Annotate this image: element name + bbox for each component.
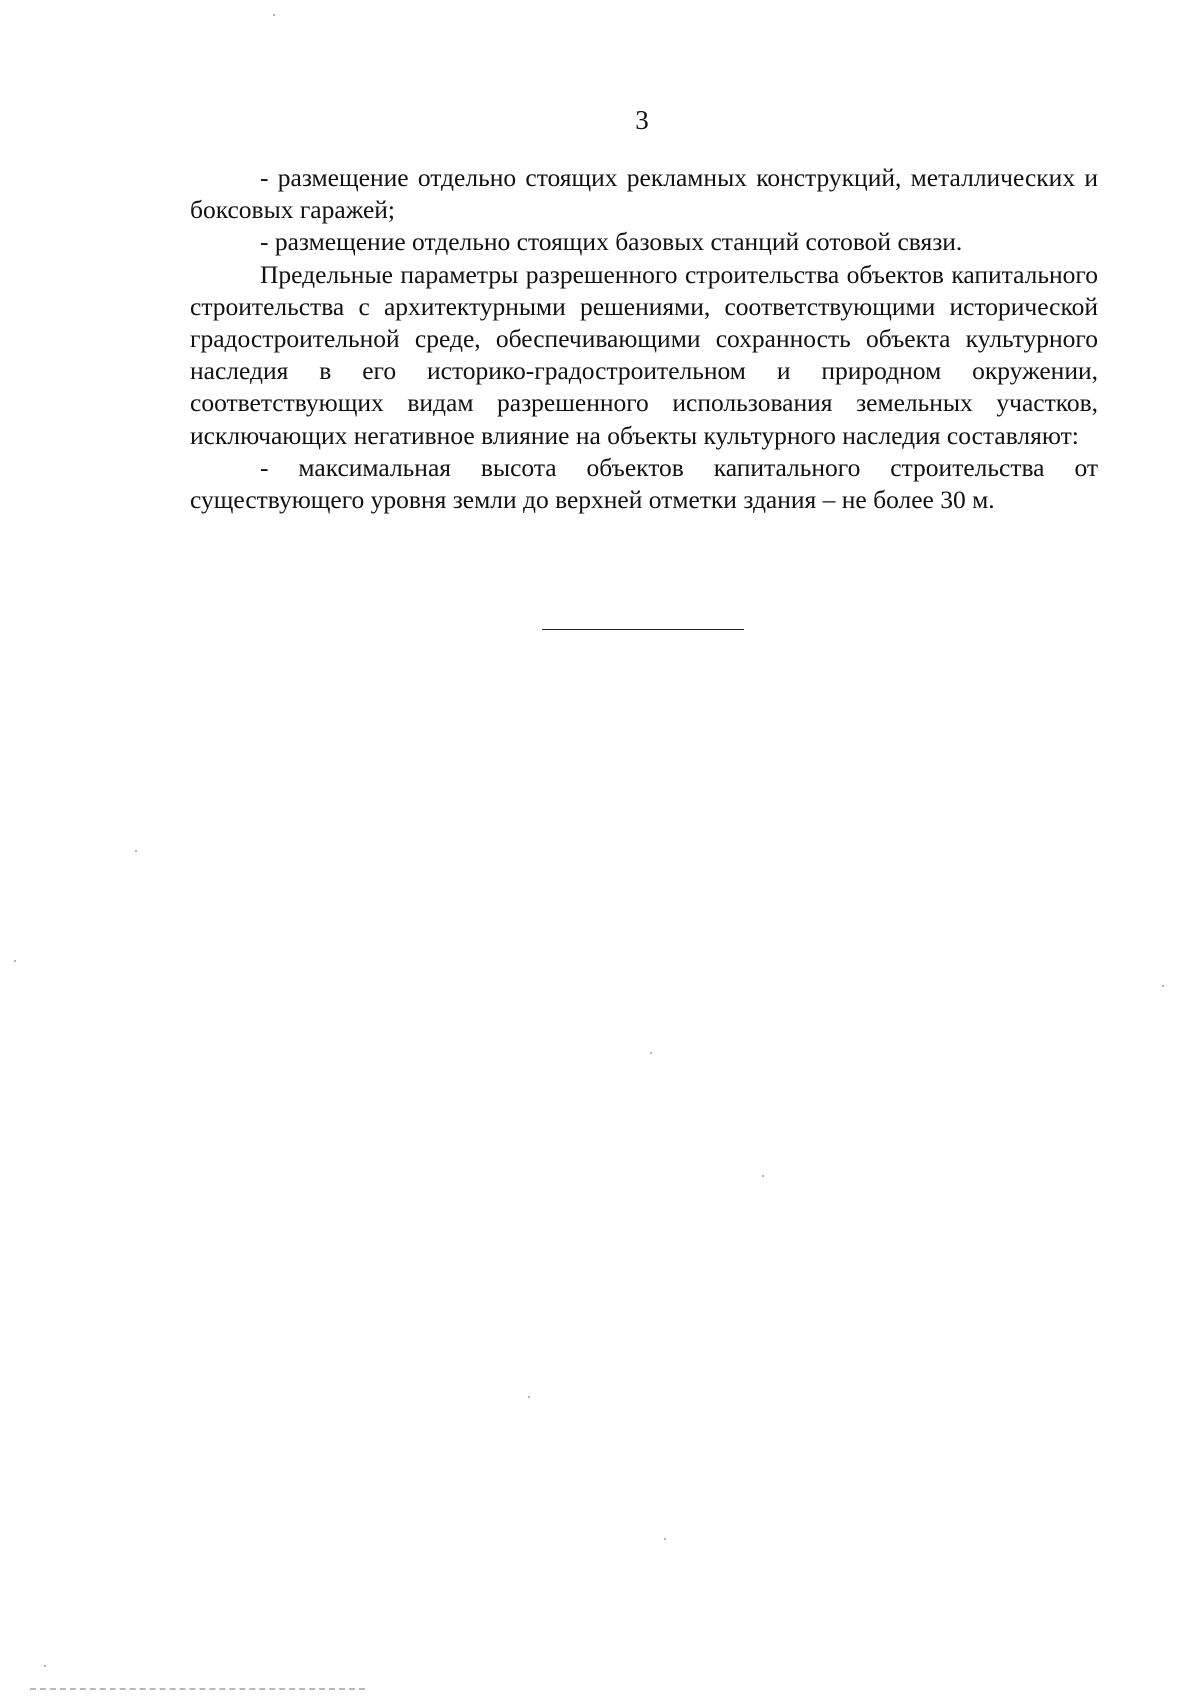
scan-speck [1162,985,1164,987]
end-of-text-rule [542,629,744,630]
scan-speck [44,1665,46,1667]
page-number: 3 [635,105,649,135]
paragraph-cellular-stations: - размещение отдельно стоящих базовых станций сотовой связи. [260,227,963,257]
scan-speck [664,1538,666,1540]
paragraph-construction-parameters: Предельные параметры разрешенного строительства объектов капитального строительства с архитектурными решениями, соответствующими исторической градостроительной среде, обеспечивающими сохранность объекта культурного наследия в его историко-градостроительном и природном окружении, соответствующих видам разрешенного использования земельных участков, исключающих негативное влияние на объекты культурного наследия составляют: [190,259,1098,450]
paragraph-max-height: - максимальная высота объектов капитального строительства от существующего уровня земли до верхней отметки здания – не более 30 м. [190,452,1098,515]
scan-speck [273,14,275,16]
scan-speck [762,1175,764,1177]
paragraph-advertising-garages: - размещение отдельно стоящих рекламных конструкций, металлических и боксовых гаражей; [190,163,1098,225]
scan-speck [528,1396,530,1398]
document-body [190,162,1098,516]
scan-speck [135,850,137,852]
scan-edge-artifact [30,1688,365,1690]
scan-speck [14,960,16,962]
scan-speck [650,1052,652,1054]
